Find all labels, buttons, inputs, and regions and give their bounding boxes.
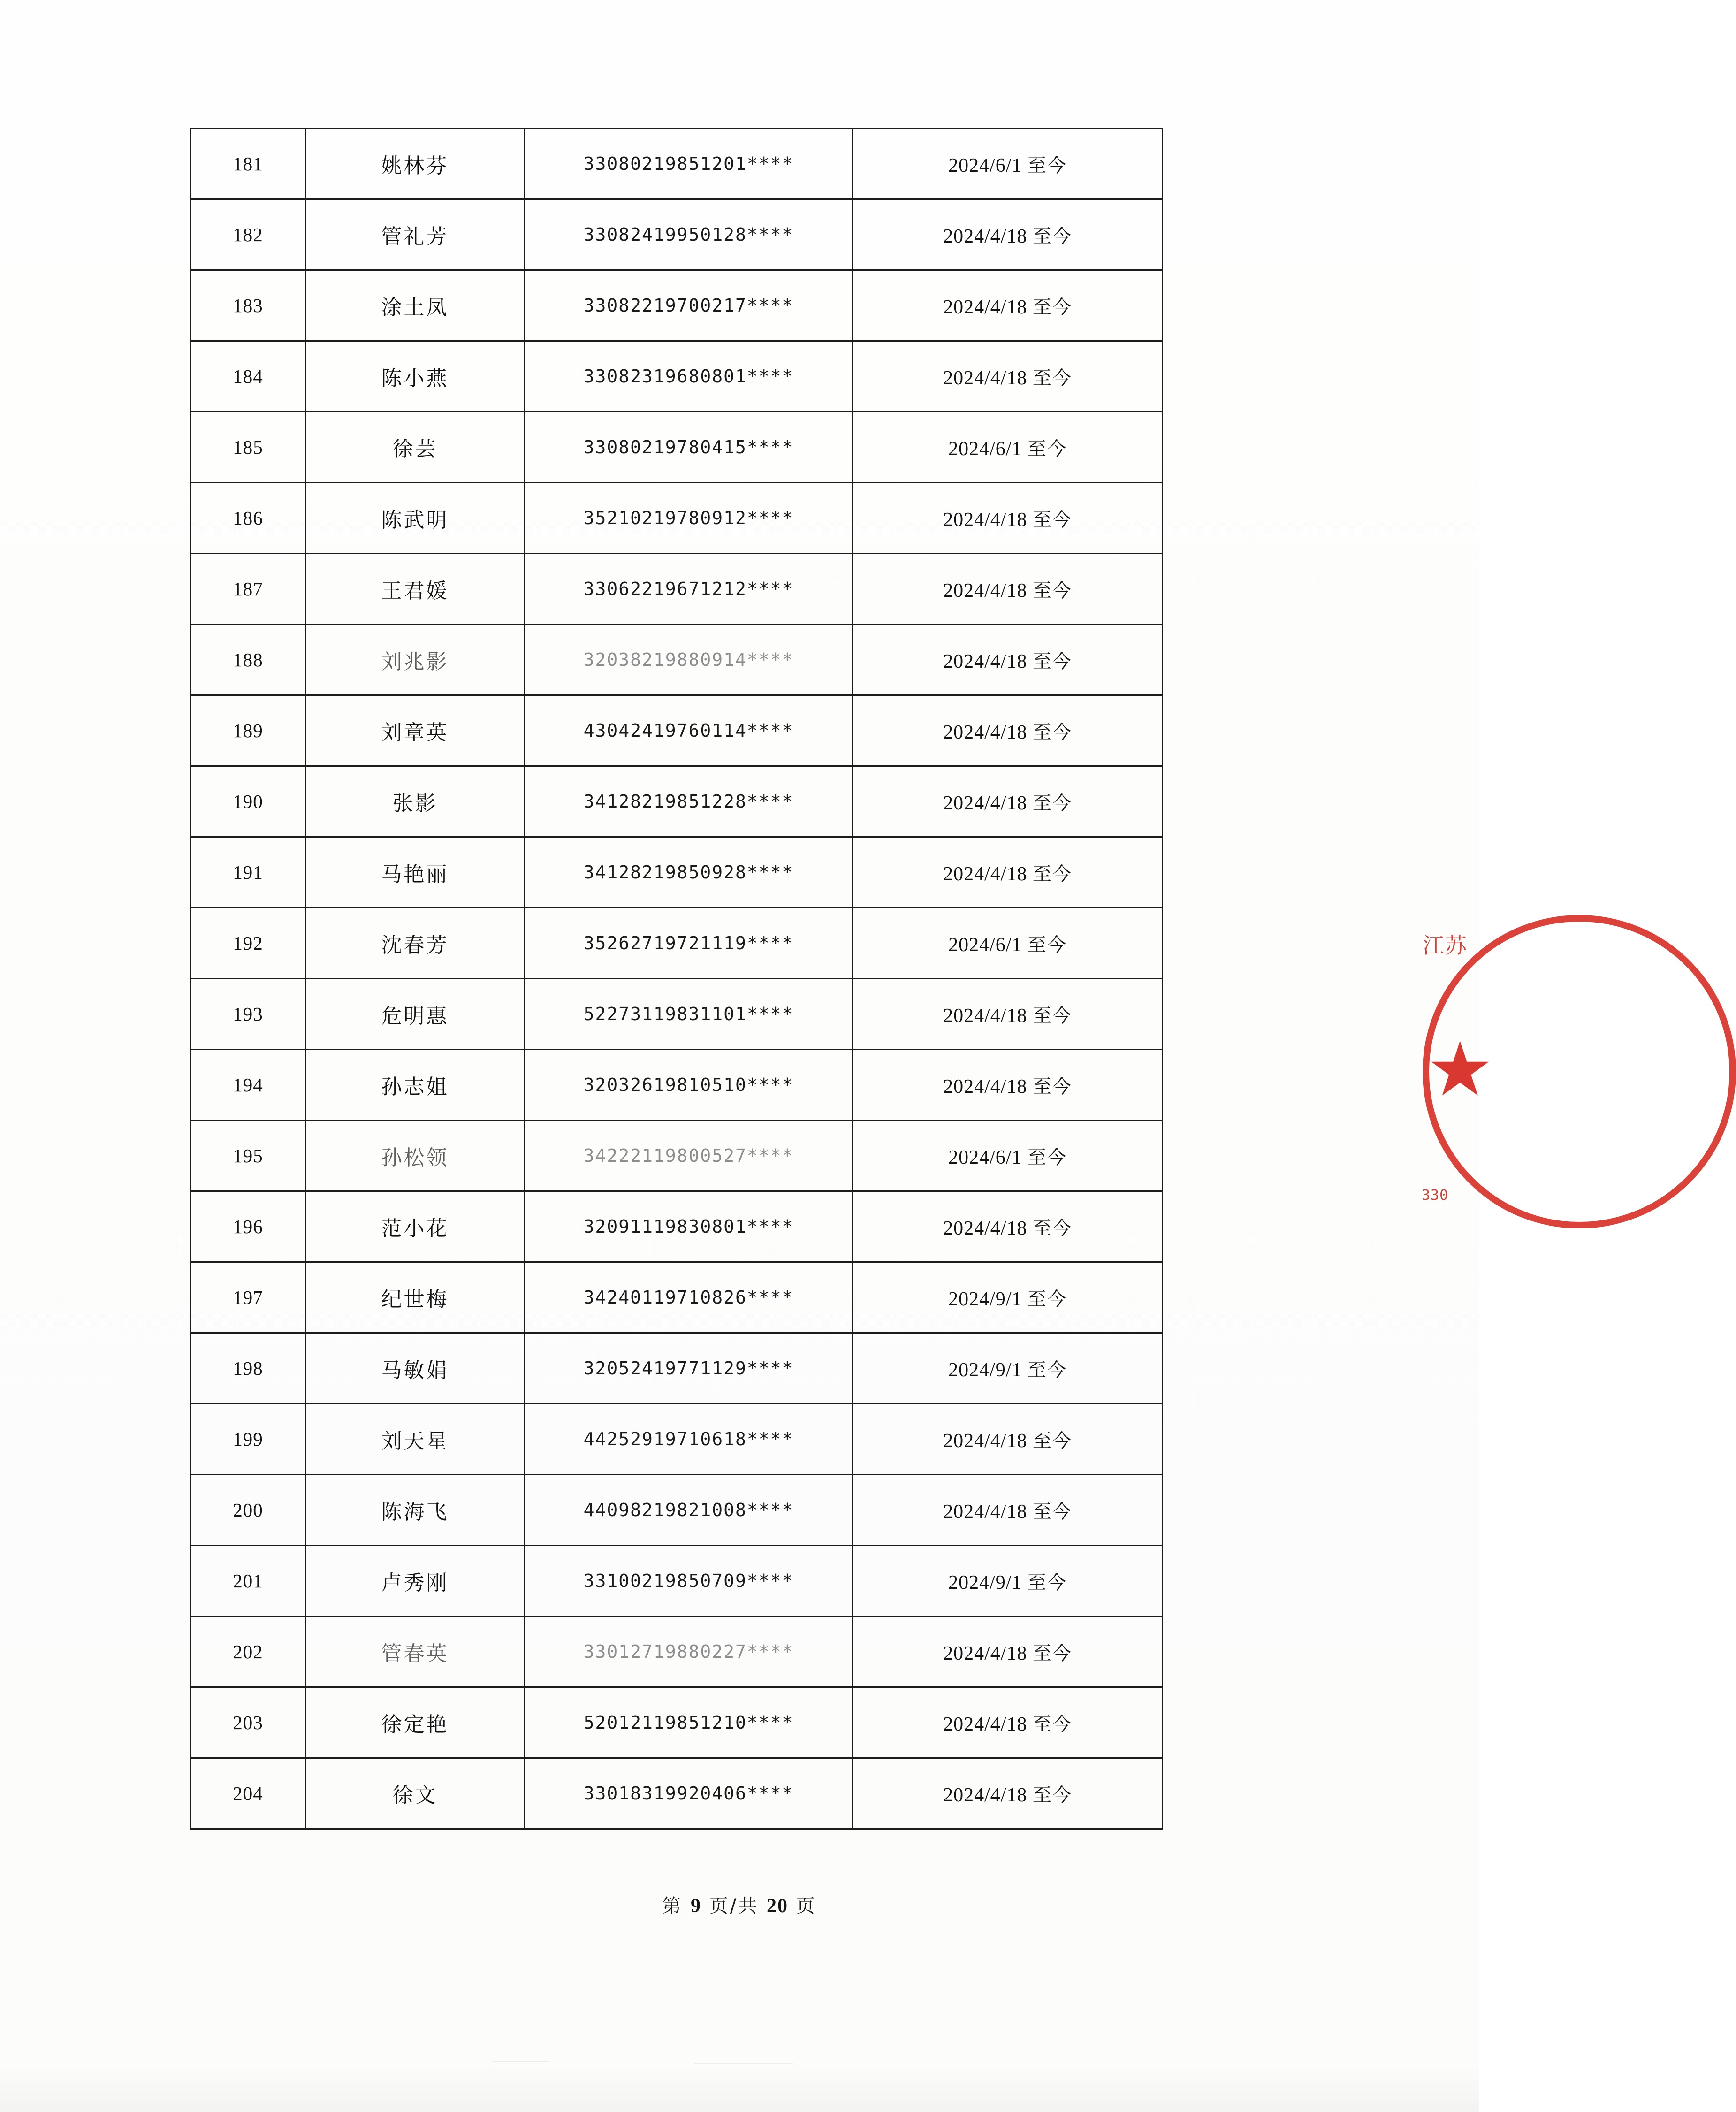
row-name: 管礼芳: [306, 199, 525, 270]
table-row: [190, 1121, 1163, 1191]
row-sequence: 193: [190, 979, 306, 1050]
row-date-range: [853, 979, 1163, 1050]
table-row: [190, 1546, 1163, 1616]
row-date-range: [853, 1687, 1163, 1758]
row-id-number: 33080219851201****: [525, 129, 853, 199]
row-date-range: [853, 412, 1163, 483]
row-date-suffix: 至今: [1032, 1005, 1072, 1027]
row-name: 王君媛: [306, 554, 525, 625]
table-row: [190, 412, 1163, 483]
row-date-start: 2024/6/1: [948, 934, 1022, 956]
row-name: 刘兆影: [306, 625, 525, 695]
row-sequence: 184: [190, 341, 306, 412]
row-name: 纪世梅: [306, 1262, 525, 1333]
row-date-start: 2024/4/18: [943, 1784, 1028, 1806]
footer-prefix: 第: [662, 1895, 683, 1917]
row-date-start: 2024/4/18: [943, 1642, 1028, 1664]
row-name: 危明惠: [306, 979, 525, 1050]
row-date-suffix: 至今: [1032, 509, 1072, 531]
scan-edge-shadow: [0, 2065, 1479, 2112]
row-date-range: [853, 1758, 1163, 1829]
footer-total-pages: 20: [766, 1895, 788, 1917]
roster-table-body: [190, 129, 1163, 1829]
row-date-range: [853, 837, 1163, 908]
table-row: [190, 554, 1163, 625]
row-date-suffix: 至今: [1032, 650, 1072, 672]
table-row: [190, 1475, 1163, 1546]
row-date-suffix: 至今: [1032, 1501, 1072, 1523]
row-date-range: [853, 199, 1163, 270]
row-date-start: 2024/4/18: [943, 1501, 1028, 1523]
row-id-number: 34240119710826****: [525, 1262, 853, 1333]
row-date-start: 2024/4/18: [943, 721, 1028, 743]
row-sequence: 204: [190, 1758, 306, 1829]
row-name: 涂土凤: [306, 270, 525, 341]
table-row: [190, 270, 1163, 341]
seal-code: 330: [1422, 1187, 1449, 1204]
table-row: [190, 1616, 1163, 1687]
row-date-start: 2024/4/18: [943, 296, 1028, 318]
row-name: 陈海飞: [306, 1475, 525, 1546]
row-date-range: [853, 270, 1163, 341]
seal-star-icon: ★: [1426, 1028, 1494, 1112]
row-date-start: 2024/9/1: [948, 1571, 1022, 1594]
row-sequence: 196: [190, 1191, 306, 1262]
row-date-start: 2024/4/18: [943, 1217, 1028, 1239]
row-date-range: [853, 1050, 1163, 1121]
row-date-start: 2024/4/18: [943, 792, 1028, 814]
table-row: [190, 1050, 1163, 1121]
row-name: 孙志姐: [306, 1050, 525, 1121]
row-id-number: 32038219880914****: [525, 625, 853, 695]
row-sequence: 186: [190, 483, 306, 554]
table-row: [190, 199, 1163, 270]
row-sequence: 200: [190, 1475, 306, 1546]
row-name: 刘天星: [306, 1404, 525, 1475]
row-sequence: 182: [190, 199, 306, 270]
row-date-range: [853, 625, 1163, 695]
row-date-start: 2024/6/1: [948, 438, 1022, 460]
row-date-suffix: 至今: [1032, 792, 1072, 814]
row-id-number: 34222119800527****: [525, 1121, 853, 1191]
row-date-start: 2024/4/18: [943, 225, 1028, 247]
row-date-range: [853, 1475, 1163, 1546]
row-sequence: 185: [190, 412, 306, 483]
row-id-number: 33012719880227****: [525, 1616, 853, 1687]
row-id-number: 33080219780415****: [525, 412, 853, 483]
row-sequence: 189: [190, 695, 306, 766]
table-row: [190, 766, 1163, 837]
row-id-number: 34128219850928****: [525, 837, 853, 908]
row-date-suffix: 至今: [1032, 367, 1072, 389]
row-name: 刘章英: [306, 695, 525, 766]
table-row: [190, 695, 1163, 766]
row-name: 沈春芳: [306, 908, 525, 979]
row-name: 徐定艳: [306, 1687, 525, 1758]
table-row: [190, 625, 1163, 695]
row-sequence: 199: [190, 1404, 306, 1475]
table-row: [190, 1262, 1163, 1333]
row-id-number: 35262719721119****: [525, 908, 853, 979]
row-date-suffix: 至今: [1027, 1359, 1067, 1381]
row-sequence: 198: [190, 1333, 306, 1404]
row-date-range: [853, 766, 1163, 837]
row-id-number: 44252919710618****: [525, 1404, 853, 1475]
table-row: [190, 1758, 1163, 1829]
row-sequence: 183: [190, 270, 306, 341]
scan-artifact: [694, 2063, 793, 2064]
row-date-start: 2024/4/18: [943, 509, 1028, 531]
row-date-suffix: 至今: [1027, 934, 1067, 956]
row-date-suffix: 至今: [1032, 1075, 1072, 1098]
table-row: [190, 1404, 1163, 1475]
footer-suffix: 页: [796, 1895, 817, 1917]
table-row: [190, 129, 1163, 199]
row-date-suffix: 至今: [1027, 438, 1067, 460]
row-id-number: 32091119830801****: [525, 1191, 853, 1262]
footer-middle: 页/共: [709, 1895, 759, 1917]
row-id-number: 43042419760114****: [525, 695, 853, 766]
roster-table: [190, 128, 1163, 1830]
row-id-number: 34128219851228****: [525, 766, 853, 837]
row-name: 马艳丽: [306, 837, 525, 908]
row-date-suffix: 至今: [1027, 1146, 1067, 1168]
row-name: 管春英: [306, 1616, 525, 1687]
row-name: 陈小燕: [306, 341, 525, 412]
row-date-range: [853, 483, 1163, 554]
row-id-number: 32032619810510****: [525, 1050, 853, 1121]
row-id-number: 33062219671212****: [525, 554, 853, 625]
seal-text: 江苏: [1423, 933, 1468, 958]
row-date-range: [853, 1616, 1163, 1687]
table-row: [190, 1333, 1163, 1404]
row-date-start: 2024/4/18: [943, 863, 1028, 885]
row-id-number: 33082319680801****: [525, 341, 853, 412]
row-date-suffix: 至今: [1032, 579, 1072, 602]
row-sequence: 203: [190, 1687, 306, 1758]
row-date-suffix: 至今: [1027, 1288, 1067, 1310]
table-row: [190, 1687, 1163, 1758]
row-name: 卢秀刚: [306, 1546, 525, 1616]
row-id-number: 33018319920406****: [525, 1758, 853, 1829]
row-name: 范小花: [306, 1191, 525, 1262]
row-date-suffix: 至今: [1032, 863, 1072, 885]
row-date-range: [853, 1546, 1163, 1616]
row-date-range: [853, 1191, 1163, 1262]
row-id-number: 52012119851210****: [525, 1687, 853, 1758]
row-date-suffix: 至今: [1032, 225, 1072, 247]
row-date-start: 2024/4/18: [943, 367, 1028, 389]
row-date-start: 2024/9/1: [948, 1288, 1022, 1310]
row-date-suffix: 至今: [1032, 296, 1072, 318]
row-date-suffix: 至今: [1032, 1217, 1072, 1239]
row-date-start: 2024/4/18: [943, 1075, 1028, 1098]
row-date-start: 2024/4/18: [943, 1005, 1028, 1027]
row-sequence: 202: [190, 1616, 306, 1687]
row-name: 孙松领: [306, 1121, 525, 1191]
table-row: [190, 979, 1163, 1050]
row-date-start: 2024/4/18: [943, 1713, 1028, 1735]
row-id-number: 52273119831101****: [525, 979, 853, 1050]
table-row: [190, 837, 1163, 908]
row-sequence: 195: [190, 1121, 306, 1191]
row-sequence: 197: [190, 1262, 306, 1333]
table-row: [190, 908, 1163, 979]
row-sequence: 181: [190, 129, 306, 199]
row-sequence: 190: [190, 766, 306, 837]
row-date-suffix: 至今: [1027, 154, 1067, 176]
row-date-range: [853, 1121, 1163, 1191]
scan-artifact: [493, 2061, 549, 2062]
row-id-number: 35210219780912****: [525, 483, 853, 554]
row-name: 徐文: [306, 1758, 525, 1829]
table-row: [190, 483, 1163, 554]
row-date-start: 2024/4/18: [943, 579, 1028, 602]
row-date-range: [853, 1404, 1163, 1475]
row-date-range: [853, 695, 1163, 766]
row-id-number: 33082419950128****: [525, 199, 853, 270]
page-footer: [0, 1891, 1479, 1918]
row-name: 张影: [306, 766, 525, 837]
row-name: 徐芸: [306, 412, 525, 483]
row-id-number: 32052419771129****: [525, 1333, 853, 1404]
row-sequence: 188: [190, 625, 306, 695]
row-date-range: [853, 341, 1163, 412]
table-row: [190, 1191, 1163, 1262]
row-sequence: 201: [190, 1546, 306, 1616]
roster-table-container: [190, 128, 1162, 1830]
row-name: 陈武明: [306, 483, 525, 554]
table-row: [190, 341, 1163, 412]
row-sequence: 192: [190, 908, 306, 979]
row-name: 姚林芬: [306, 129, 525, 199]
row-date-suffix: 至今: [1032, 1713, 1072, 1735]
row-id-number: 33100219850709****: [525, 1546, 853, 1616]
row-sequence: 191: [190, 837, 306, 908]
row-sequence: 187: [190, 554, 306, 625]
row-date-suffix: 至今: [1032, 721, 1072, 743]
row-date-start: 2024/4/18: [943, 1430, 1028, 1452]
row-id-number: 33082219700217****: [525, 270, 853, 341]
row-date-range: [853, 1262, 1163, 1333]
row-date-suffix: 至今: [1032, 1784, 1072, 1806]
row-date-range: [853, 554, 1163, 625]
row-date-suffix: 至今: [1032, 1430, 1072, 1452]
row-date-suffix: 至今: [1027, 1571, 1067, 1594]
footer-page-number: 9: [691, 1895, 702, 1917]
row-date-start: 2024/4/18: [943, 650, 1028, 672]
row-name: 马敏娟: [306, 1333, 525, 1404]
row-id-number: 44098219821008****: [525, 1475, 853, 1546]
row-date-range: [853, 129, 1163, 199]
row-sequence: 194: [190, 1050, 306, 1121]
row-date-suffix: 至今: [1032, 1642, 1072, 1664]
row-date-start: 2024/9/1: [948, 1359, 1022, 1381]
row-date-start: 2024/6/1: [948, 1146, 1022, 1168]
row-date-range: [853, 1333, 1163, 1404]
row-date-start: 2024/6/1: [948, 154, 1022, 176]
row-date-range: [853, 908, 1163, 979]
